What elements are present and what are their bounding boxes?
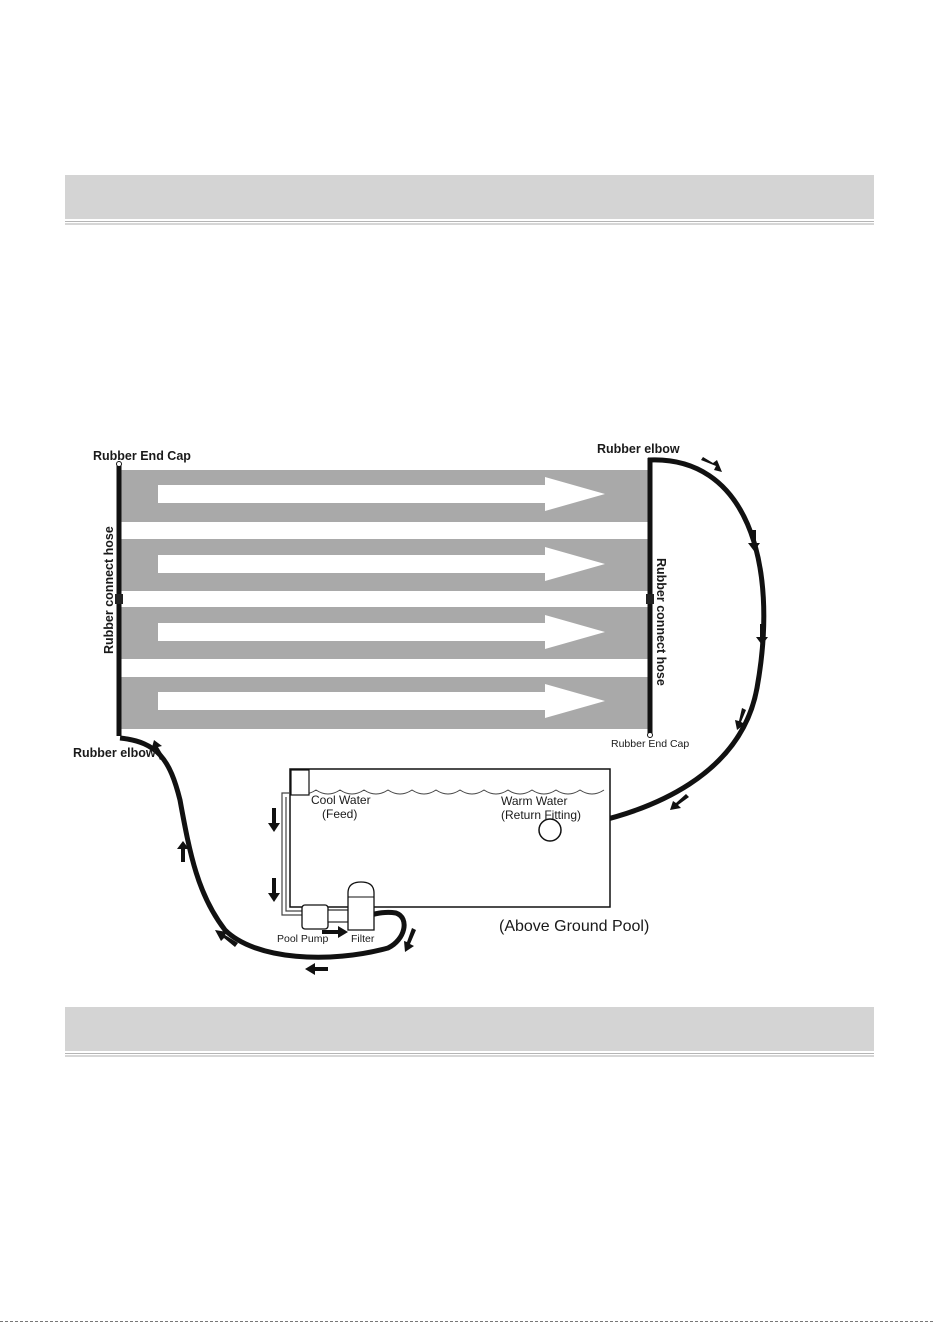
connector-left-1: [115, 594, 123, 604]
pool-tank: [290, 769, 610, 907]
label-rubber-connect-hose-left: Rubber connect hose: [102, 526, 116, 654]
return-fitting: [539, 819, 561, 841]
label-rubber-end-cap-top: Rubber End Cap: [93, 449, 191, 463]
filter-tank: [348, 882, 374, 930]
page-footer-dotted-line: [0, 1321, 933, 1322]
pump-connector: [328, 910, 348, 922]
solar-panels: [118, 470, 650, 729]
section-header-rule-bottom-2: [65, 1055, 874, 1057]
label-rubber-elbow-bottom: Rubber elbow: [73, 746, 156, 760]
label-rubber-connect-hose-right: Rubber connect hose: [654, 558, 668, 686]
section-header-bar-bottom: [65, 1007, 874, 1051]
label-above-ground-pool: (Above Ground Pool): [499, 918, 650, 935]
section-header-rule-bottom: [65, 1053, 874, 1054]
flow-arrow-feed-4: [305, 963, 328, 975]
flow-arrow-return-3: [756, 624, 768, 645]
connector-right-1: [646, 594, 654, 604]
label-rubber-end-cap-bottom: Rubber End Cap: [611, 738, 690, 750]
skimmer: [291, 770, 309, 795]
label-cool-water-feed: (Feed): [322, 807, 358, 821]
label-warm-water: Warm Water: [501, 794, 568, 808]
rubber-end-cap-bottom-marker: [648, 733, 653, 738]
label-cool-water: Cool Water: [311, 793, 371, 807]
label-pool-pump: Pool Pump: [277, 933, 329, 945]
label-rubber-elbow-top: Rubber elbow: [597, 442, 680, 456]
label-warm-water-return: (Return Fitting): [501, 808, 582, 822]
label-filter: Filter: [351, 933, 375, 945]
feed-down-arrow-1: [268, 808, 280, 832]
pool-pump: [302, 905, 328, 929]
flow-arrow-feed-5: [404, 928, 416, 952]
feed-down-arrow-2: [268, 878, 280, 902]
